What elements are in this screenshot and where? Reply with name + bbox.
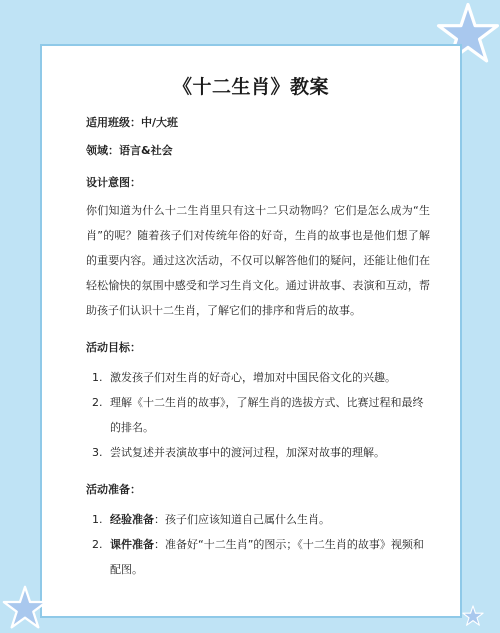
document-body bbox=[86, 116, 430, 582]
goals-list bbox=[86, 365, 430, 465]
domain-value: 语言&社会 bbox=[119, 144, 173, 157]
list-item bbox=[106, 507, 430, 532]
list-item: 2. 理解《十二生肖的故事》，了解生肖的选拔方式、比赛过程和最终的排名。 bbox=[106, 390, 430, 440]
list-item: 1. 激发孩子们对生肖的好奇心，增加对中国民俗文化的兴趣。 bbox=[106, 365, 430, 390]
design-paragraph: 你们知道为什么十二生肖里只有这十二只动物吗？它们是怎么成为“生肖”的呢？随着孩子们对传统年俗的好奇，生肖的故事也是他们想了解的重要内容。通过这次活动，不仅可以解答他们的疑问，还能让他们在轻松愉快的氛围中感受和学习生肖文化。通过讲故事、表演和互动，帮助孩子们认识十二生肖，了解它们的排序和背后的故事。 bbox=[86, 204, 430, 317]
star-decoration-icon bbox=[2, 585, 48, 631]
goals-heading: 活动目标： bbox=[86, 341, 141, 354]
prep-item-text: ：孩子们应该知道自己属什么生肖。 bbox=[154, 513, 330, 526]
class-level bbox=[86, 116, 430, 130]
prep-item-label: 经验准备 bbox=[110, 513, 154, 526]
list-item: 3. 尝试复述并表演故事中的渡河过程，加深对故事的理解。 bbox=[106, 440, 430, 465]
prep-item-text: ：准备好“十二生肖”的图示；《十二生肖的故事》视频和配图。 bbox=[110, 538, 424, 576]
subject-domain bbox=[86, 144, 430, 158]
prep-item-label: 课件准备 bbox=[110, 538, 154, 551]
star-decoration-icon bbox=[462, 605, 484, 627]
document-sheet bbox=[40, 44, 462, 618]
page-title: 《十二生肖》教案 bbox=[172, 76, 329, 98]
design-heading: 设计意图： bbox=[86, 176, 141, 189]
class-value: 中/大班 bbox=[141, 116, 179, 129]
prep-heading: 活动准备： bbox=[86, 483, 141, 496]
domain-label: 领域： bbox=[86, 144, 119, 157]
list-item bbox=[106, 532, 430, 582]
prep-list bbox=[86, 507, 430, 582]
class-label: 适用班级： bbox=[86, 116, 141, 129]
